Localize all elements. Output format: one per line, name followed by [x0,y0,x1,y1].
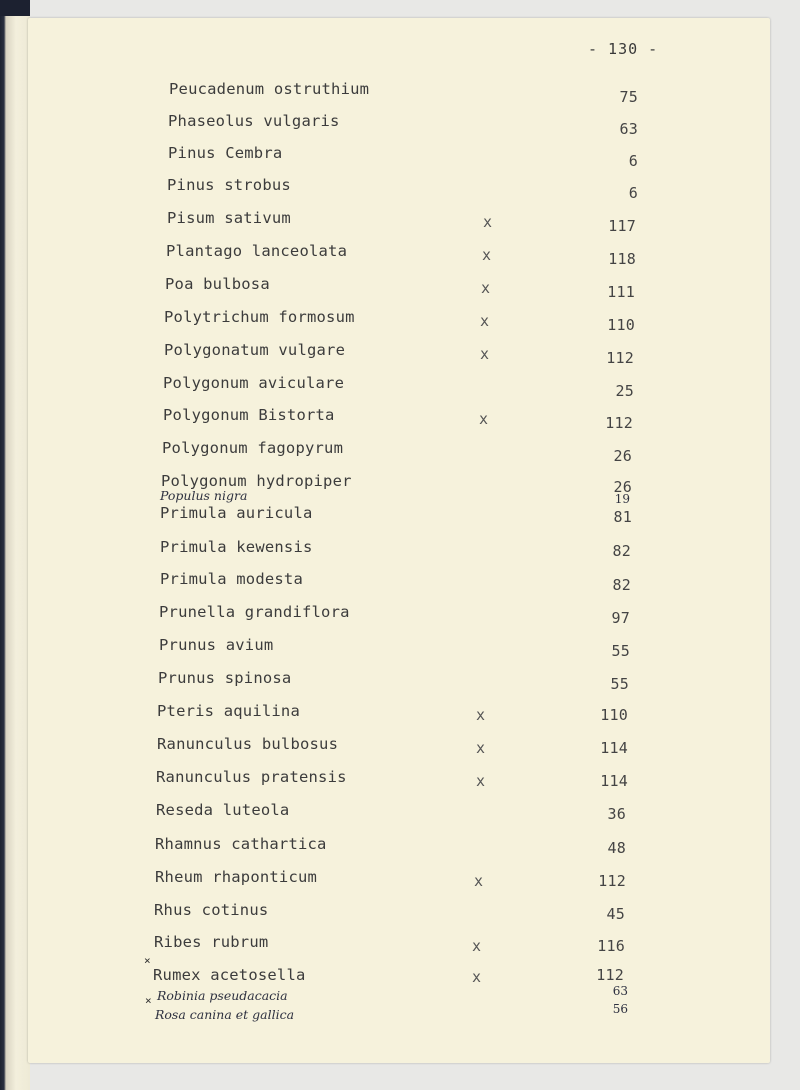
binding-edge [0,0,30,1090]
species-name: Pinus Cembra [168,144,283,162]
check-mark: x [479,410,489,428]
page-reference: 82 [612,542,631,560]
species-name: Pinus strobus [167,176,291,194]
typed-page [28,18,770,1063]
species-name: Rumex acetosella [153,966,306,984]
page-reference: 25 [615,382,634,400]
page-reference: 26 [613,447,632,465]
page-reference: 116 [597,937,625,955]
page-reference: 36 [607,805,626,823]
handwritten-page-reference: 19 [614,492,630,506]
handwritten-page-reference: 56 [612,1002,628,1016]
check-mark: x [472,937,482,955]
species-name: Primula auricula [160,504,313,522]
page-reference: 118 [608,250,636,268]
check-mark: x [474,872,484,890]
page-reference: 97 [611,609,630,627]
page-reference: 45 [606,905,625,923]
page-reference: 75 [619,88,638,106]
page-reference: 55 [610,675,629,693]
species-name: Pisum sativum [167,209,291,227]
check-mark: x [481,279,491,297]
check-mark: x [476,706,486,724]
page-reference: 55 [611,642,630,660]
page-reference: 112 [598,872,626,890]
page-reference: 112 [605,414,633,432]
check-mark: x [476,772,486,790]
species-name: Rhamnus cathartica [155,835,327,853]
species-name: Prunus avium [159,636,274,654]
species-name: Rheum rhaponticum [155,868,318,886]
species-name: Ranunculus bulbosus [157,735,339,753]
species-name: Ranunculus pratensis [156,768,347,786]
page-reference: 114 [600,739,628,757]
handwritten-species-name: Rosa canina et gallica [155,1007,295,1022]
annotation-cross: × [144,954,151,967]
species-name: Rhus cotinus [154,901,269,919]
species-name: Reseda luteola [156,801,290,819]
page-reference: 6 [628,152,638,170]
page-reference: 114 [600,772,628,790]
page-reference: 48 [607,839,626,857]
species-name: Plantago lanceolata [166,242,348,260]
check-mark: x [480,345,490,363]
check-mark: x [476,739,486,757]
check-mark: x [483,213,493,231]
species-name: Polygonatum vulgare [164,341,346,359]
page-reference: 6 [628,184,638,202]
page-reference: 111 [607,283,635,301]
check-mark: x [482,246,492,264]
species-name: Peucadenum ostruthium [169,80,370,98]
handwritten-species-name: Robinia pseudacacia [157,988,288,1003]
page-reference: 63 [619,120,638,138]
species-name: Prunella grandiflora [159,603,350,621]
page-reference: 110 [600,706,628,724]
page-reference: 110 [607,316,635,334]
species-name: Prunus spinosa [158,669,292,687]
annotation-cross: × [145,994,152,1007]
species-name: Ribes rubrum [154,933,269,951]
page-reference: 26 [613,478,632,496]
check-mark: x [480,312,490,330]
species-name: Poa bulbosa [165,275,270,293]
handwritten-page-reference: 63 [612,984,628,998]
page-reference: 82 [612,576,631,594]
species-name: Phaseolus vulgaris [168,112,340,130]
species-name: Primula modesta [160,570,303,588]
page-reference: 117 [608,217,636,235]
species-name: Polygonum hydropiper [161,472,352,490]
page-reference: 112 [596,966,624,984]
species-name: Polygonum aviculare [163,374,345,392]
check-mark: x [472,968,482,986]
binding-tab [0,0,30,16]
page-reference: 81 [613,508,632,526]
species-name: Pteris aquilina [157,702,300,720]
species-name: Polygonum Bistorta [163,406,335,424]
page-number: - 130 - [588,40,659,58]
page-reference: 112 [606,349,634,367]
species-name: Primula kewensis [160,538,313,556]
species-name: Polytrichum formosum [164,308,355,326]
species-name: Polygonum fagopyrum [162,439,344,457]
handwritten-species-name: Populus nigra [160,488,248,503]
